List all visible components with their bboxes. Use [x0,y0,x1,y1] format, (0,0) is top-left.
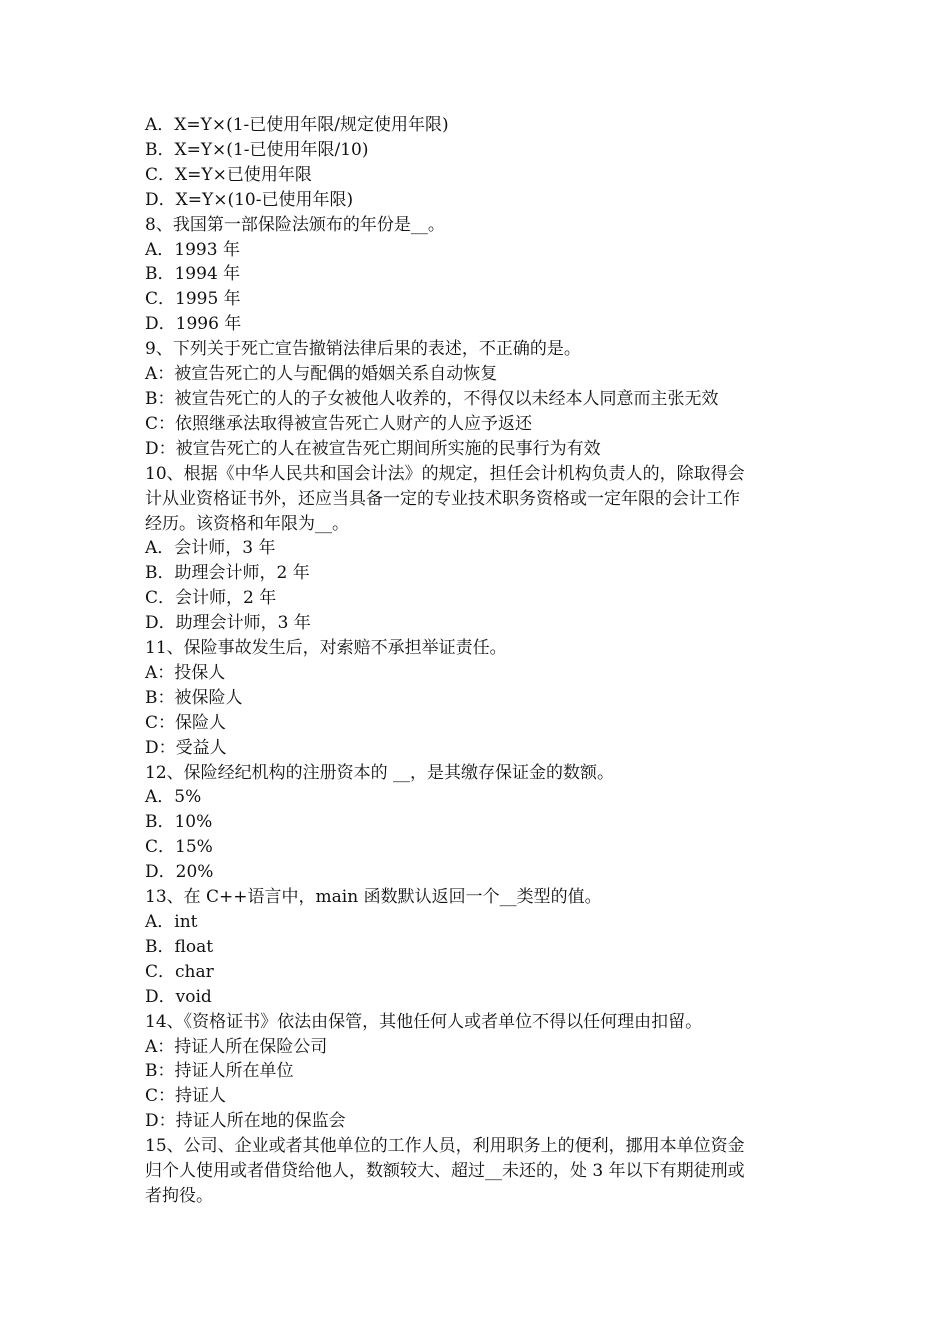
q14-option-d: D：持证人所在地的保监会 [145,1111,346,1132]
q10-stem-line-2: 计从业资格证书外，还应当具备一定的专业技术职务资格或一定年限的会计工作 [145,488,740,509]
q14-option-a: A：持证人所在保险公司 [145,1036,328,1057]
q7-option-d: D．X=Y×(10-已使用年限) [145,189,354,210]
q15-stem-line-2: 归个人使用或者借贷给他人，数额较大、超过__未还的，处 3 年以下有期徒刑或 [145,1161,745,1182]
q10-option-a: A．会计师，3 年 [145,538,276,559]
q14-option-c: C：持证人 [145,1086,227,1107]
q11-stem: 11、保险事故发生后，对索赔不承担举证责任。 [145,638,507,659]
q15-stem-line-3: 者拘役。 [145,1185,213,1206]
q11-option-b: B：被保险人 [145,687,243,708]
q11-option-d: D：受益人 [145,737,227,758]
q13-stem: 13、在 C++语言中，main 函数默认返回一个__类型的值。 [145,887,602,908]
q13-option-c: C．char [145,961,214,982]
q9-option-a: A：被宣告死亡的人与配偶的婚姻关系自动恢复 [145,364,498,385]
q12-option-a: A．5% [145,787,202,808]
q9-option-b: B：被宣告死亡的人的子女被他人收养的，不得仅以未经本人同意而主张无效 [145,388,719,409]
q8-option-c: C．1995 年 [145,289,241,310]
q12-option-b: B．10% [145,812,213,833]
q10-option-d: D．助理会计师，3 年 [145,613,311,634]
q7-option-a: A．X=Y×(1-已使用年限/规定使用年限) [145,115,449,135]
q13-option-a: A．int [145,912,198,932]
q10-stem-line-1: 10、根据《中华人民共和国会计法》的规定，担任会计机构负责人的，除取得会 [145,463,745,484]
q12-stem: 12、保险经纪机构的注册资本的 __，是其缴存保证金的数额。 [145,762,615,783]
q10-stem-line-3: 经历。该资格和年限为__。 [145,513,349,534]
q14-stem: 14、《资格证书》依法由保管，其他任何人或者单位不得以任何理由扣留。 [145,1011,703,1032]
q13-option-d: D．void [145,986,212,1007]
q12-option-c: C．15% [145,837,213,858]
document-page [145,113,815,1209]
q8-option-a: A．1993 年 [145,239,240,260]
q9-option-c: C：依照继承法取得被宣告死亡人财产的人应予返还 [145,413,533,434]
q8-stem: 8、我国第一部保险法颁布的年份是__。 [145,214,445,235]
q15-stem-line-1: 15、公司、企业或者其他单位的工作人员，利用职务上的便利，挪用本单位资金 [145,1136,745,1157]
q12-option-d: D．20% [145,862,214,883]
q10-option-c: C．会计师，2 年 [145,588,277,609]
q8-option-d: D．1996 年 [145,314,242,335]
q9-option-d: D：被宣告死亡的人在被宣告死亡期间所实施的民事行为有效 [145,438,601,459]
q8-option-b: B．1994 年 [145,264,241,285]
q7-option-c: C．X=Y×已使用年限 [145,164,312,185]
q13-option-b: B．float [145,936,214,957]
q9-stem: 9、下列关于死亡宣告撤销法律后果的表述，不正确的是。 [145,339,581,360]
q11-option-a: A：投保人 [145,662,226,683]
q14-option-b: B：持证人所在单位 [145,1061,294,1082]
q7-option-b: B．X=Y×(1-已使用年限/10) [145,139,369,160]
q10-option-b: B．助理会计师，2 年 [145,563,310,584]
q11-option-c: C：保险人 [145,712,227,733]
